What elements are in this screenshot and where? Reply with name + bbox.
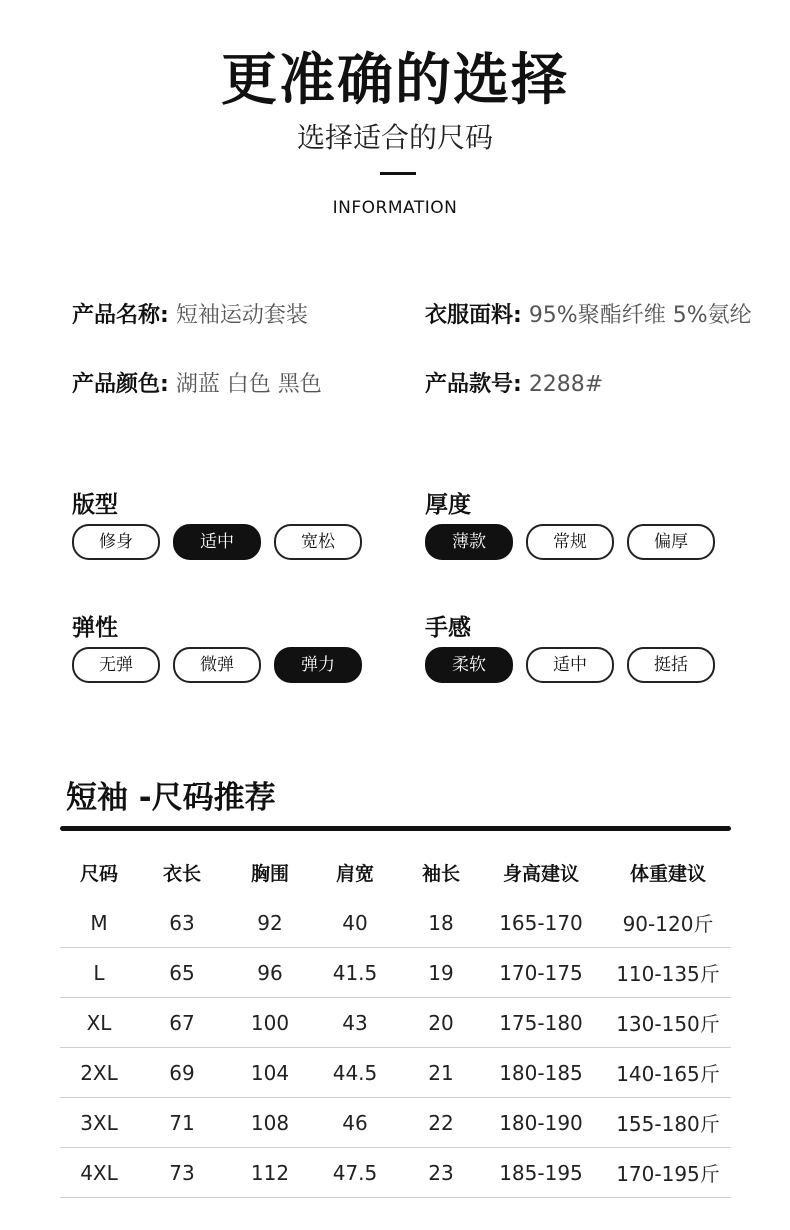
page-title: 更准确的选择 [221,48,569,113]
spec-label: 产品名称: [72,303,169,328]
attribute-feel [425,609,688,675]
option-pill[interactable]: 弹力 [274,647,362,683]
table-cell: 41.5 [332,960,378,985]
table-cell: 73 [169,1160,195,1185]
table-cell: 63 [169,910,195,935]
spec-value: 2288# [528,372,604,397]
option-pill[interactable]: 无弹 [72,647,160,683]
table-cell: 170-195斤 [616,1162,720,1186]
column-header: 身高建议 [502,862,579,885]
table-cell: 44.5 [332,1060,378,1085]
size-section-title: 短袖 -尺码推荐 [66,780,276,816]
table-row [60,998,731,1048]
table-cell: 3XL [80,1110,118,1135]
table-cell: 112 [250,1160,290,1185]
table-cell: 104 [250,1060,290,1085]
column-header: 胸围 [250,862,289,885]
table-cell: 180-190 [499,1110,583,1135]
table-cell: 40 [342,910,368,935]
spec-color [72,367,322,398]
attribute-elasticity [72,609,335,675]
table-cell: 69 [169,1060,195,1085]
table-cell: 22 [428,1110,454,1135]
table-cell: 108 [250,1110,290,1135]
table-cell: 165-170 [499,910,583,935]
column-header: 袖长 [421,862,460,885]
option-pill[interactable]: 常规 [526,524,614,560]
option-pill[interactable]: 挺括 [627,647,715,683]
option-pill[interactable]: 微弹 [173,647,261,683]
table-cell: 4XL [80,1160,118,1185]
table-cell: 130-150斤 [616,1012,720,1036]
spec-product-name [72,298,308,329]
table-cell: 180-185 [499,1060,583,1085]
option-pill[interactable]: 柔软 [425,647,513,683]
spec-label: 产品款号: [425,372,522,397]
spec-label: 衣服面料: [425,303,522,328]
table-cell: 21 [428,1060,454,1085]
table-cell: 110-135斤 [616,962,720,986]
table-row [60,1098,731,1148]
table-cell: 155-180斤 [616,1112,720,1136]
column-header: 尺码 [79,862,118,885]
table-cell: 175-180 [499,1010,583,1035]
column-header: 衣长 [162,862,201,885]
table-cell: 96 [257,960,283,985]
size-table [60,846,731,1198]
attribute-title: 厚度 [425,492,471,518]
attribute-title: 版型 [72,492,118,518]
spec-value: 湖蓝 白色 黑色 [175,372,322,397]
option-pill[interactable]: 适中 [526,647,614,683]
option-pill[interactable]: 宽松 [274,524,362,560]
table-row [60,948,731,998]
spec-value: 短袖运动套装 [175,303,308,328]
table-cell: L [93,960,105,985]
option-pill[interactable]: 偏厚 [627,524,715,560]
table-cell: 2XL [80,1060,118,1085]
spec-fabric [425,298,752,329]
information-label: INFORMATION [332,198,458,218]
page-subtitle: 选择适合的尺码 [296,121,493,154]
table-cell: 47.5 [332,1160,378,1185]
column-header: 体重建议 [629,862,706,885]
table-cell: 71 [169,1110,195,1135]
table-cell: 92 [257,910,283,935]
spec-label: 产品颜色: [72,372,169,397]
table-cell: 170-175 [499,960,583,985]
table-cell: 43 [342,1010,368,1035]
section-divider [60,826,731,831]
attribute-thickness [425,486,688,552]
option-pill[interactable]: 薄款 [425,524,513,560]
table-row [60,1148,731,1198]
column-header: 肩宽 [335,862,374,885]
table-cell: 18 [428,910,454,935]
table-cell: 46 [342,1110,368,1135]
spec-style-number [425,367,603,398]
table-cell: 19 [428,960,454,985]
table-header-row [60,846,731,898]
option-pill[interactable]: 适中 [173,524,261,560]
table-cell: 67 [169,1010,195,1035]
spec-value: 95%聚酯纤维 5%氨纶 [528,303,752,328]
table-cell: 20 [428,1010,454,1035]
table-cell: 140-165斤 [616,1062,720,1086]
table-cell: 90-120斤 [622,912,714,936]
option-pill[interactable]: 修身 [72,524,160,560]
table-row [60,1048,731,1098]
table-cell: XL [86,1010,112,1035]
table-cell: 100 [250,1010,290,1035]
attribute-fit [72,486,335,552]
table-cell: 23 [428,1160,454,1185]
attribute-title: 手感 [425,615,471,641]
title-divider [380,172,416,175]
table-cell: 65 [169,960,195,985]
attribute-title: 弹性 [72,615,118,641]
table-cell: 185-195 [499,1160,583,1185]
table-cell: M [90,910,108,935]
table-row [60,898,731,948]
